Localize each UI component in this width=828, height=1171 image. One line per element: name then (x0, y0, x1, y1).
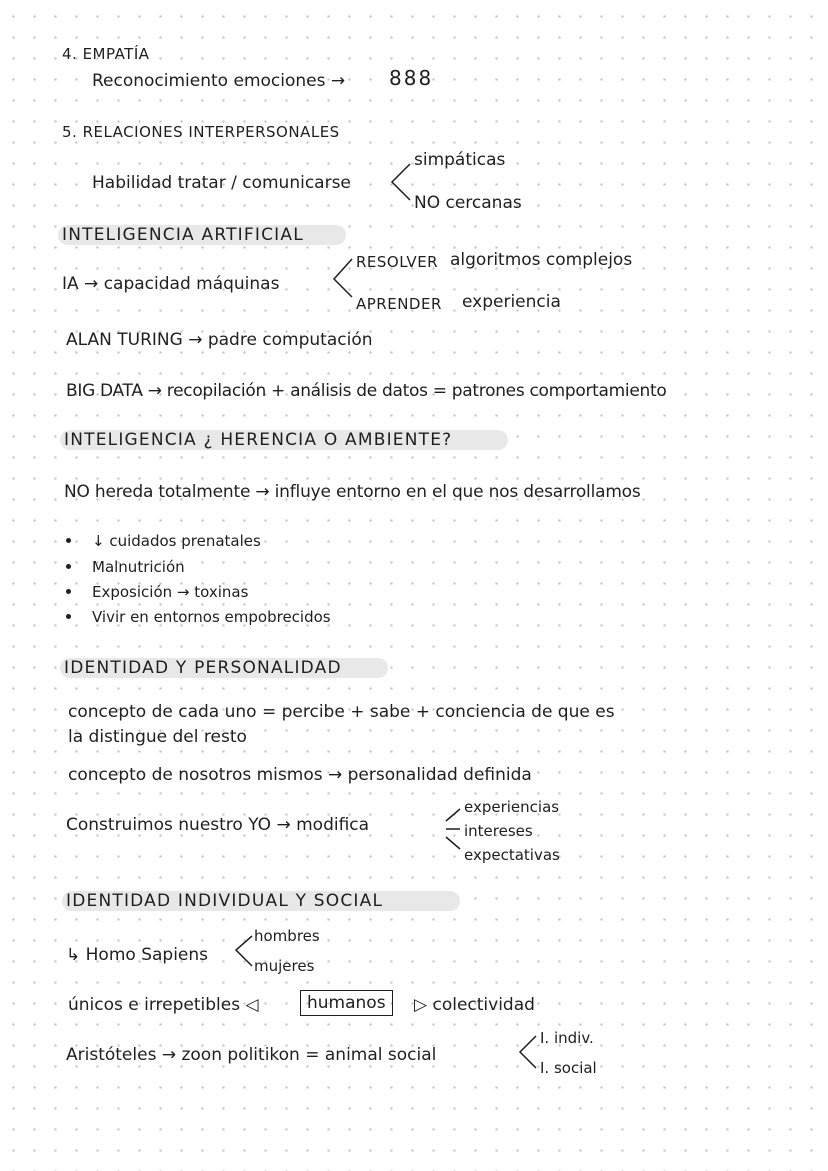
aristoteles-line: Aristóteles → zoon politikon = animal social (66, 1045, 437, 1065)
branch-indiv: I. indiv. (540, 1029, 594, 1047)
bullet-item: Malnutrición (92, 558, 185, 576)
branch-hombres: hombres (254, 927, 320, 945)
branch-simpaticas: simpáticas (414, 150, 506, 170)
bullet-item: ↓ cuidados prenatales (92, 532, 261, 550)
ia-lead: IA → capacidad máquinas (62, 274, 280, 294)
bullet-item: Vivir en entornos empobrecidos (92, 608, 331, 626)
branch-no-cercanas: NO cercanas (414, 193, 522, 213)
ia-resolver: RESOLVER (356, 253, 439, 271)
heading-herencia: INTELIGENCIA ¿ HERENCIA O AMBIENTE? (64, 430, 453, 450)
bigdata-line: BIG DATA → recopilación + análisis de datos = patrones comportamiento (66, 381, 667, 401)
bullet-dot (66, 538, 71, 543)
heading-ia: INTELIGENCIA ARTIFICIAL (62, 225, 304, 245)
branch-expectativas: expectativas (464, 846, 560, 864)
heading-identidad: IDENTIDAD Y PERSONALIDAD (64, 658, 342, 678)
ia-algoritmos: algoritmos complejos (450, 250, 633, 270)
branch-mujeres: mujeres (254, 957, 315, 975)
ia-aprender: APRENDER (356, 295, 442, 313)
identidad-line1: concepto de cada uno = percibe + sabe + conciencia de que es (68, 702, 615, 722)
identidad-line2: la distingue del resto (68, 727, 247, 747)
branch-social: I. social (540, 1059, 597, 1077)
boxed-humanos: humanos (300, 990, 393, 1016)
empatia-line: Reconocimiento emociones → (92, 71, 346, 91)
bullet-item: Exposición → toxinas (92, 583, 249, 601)
unicos-right: ▷ colectividad (414, 995, 535, 1015)
ia-experiencia: experiencia (462, 292, 561, 312)
homo-lead: ↳ Homo Sapiens (66, 945, 209, 965)
branch-bracket (440, 805, 464, 855)
herencia-line: NO hereda totalmente → influye entorno en el que nos desarrollamos (64, 482, 641, 502)
heading-empatia: 4. EMPATÍA (62, 45, 150, 63)
identidad-line3: concepto de nosotros mismos → personalidad definida (68, 765, 532, 785)
unicos-left: únicos e irrepetibles ◁ (68, 995, 259, 1015)
bullet-dot (66, 564, 71, 569)
branch-bracket (516, 1032, 538, 1074)
branch-bracket (388, 160, 412, 206)
branch-experiencias: experiencias (464, 798, 560, 816)
empatia-symbol: 888 (389, 66, 434, 90)
relaciones-lead: Habilidad tratar / comunicarse (92, 173, 351, 193)
branch-intereses: intereses (464, 822, 533, 840)
turing-line: ALAN TURING → padre computación (66, 330, 373, 350)
heading-relaciones: 5. RELACIONES INTERPERSONALES (62, 123, 340, 141)
identidad-lead: Construimos nuestro YO → modifica (66, 815, 370, 835)
bullet-dot (66, 589, 71, 594)
bullet-dot (66, 614, 71, 619)
branch-bracket (232, 932, 254, 972)
branch-bracket (330, 255, 354, 301)
heading-individual-social: IDENTIDAD INDIVIDUAL Y SOCIAL (66, 891, 384, 911)
